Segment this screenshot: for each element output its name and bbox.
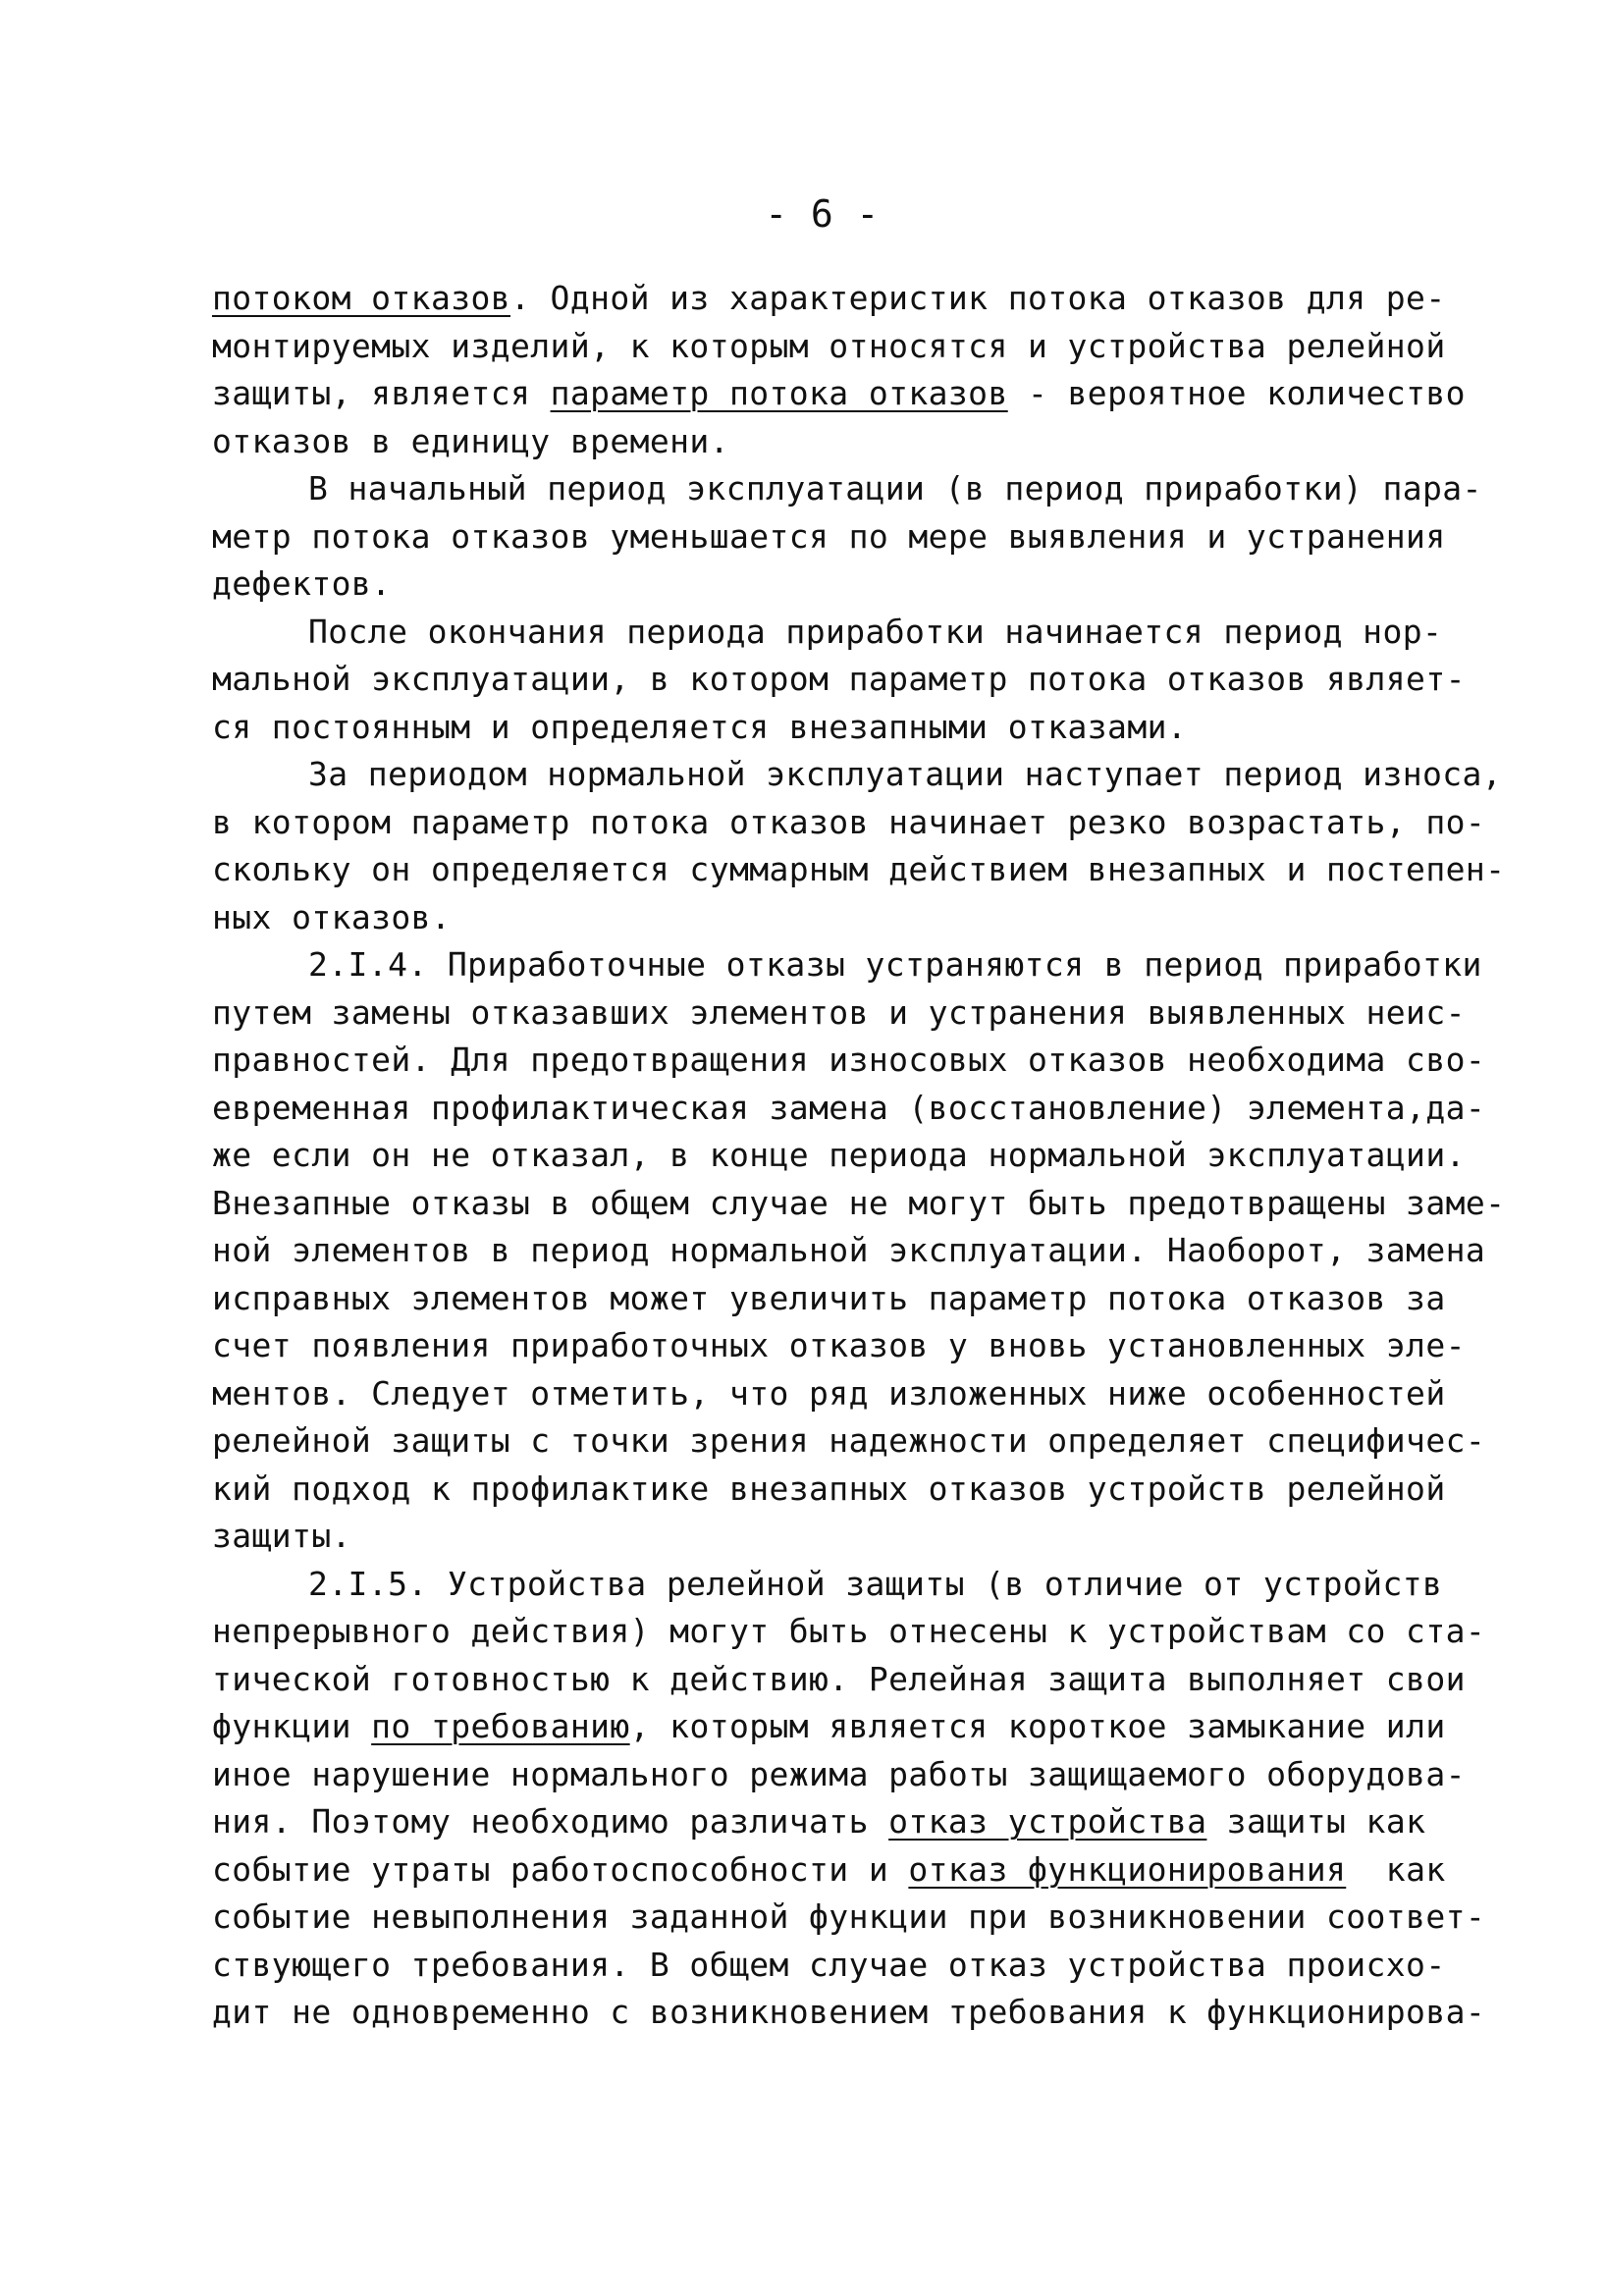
body-text bbox=[212, 275, 1506, 2037]
text-line bbox=[212, 1275, 1488, 1323]
text-segment: защиты. bbox=[212, 1517, 351, 1555]
text-line bbox=[212, 1989, 1488, 2037]
text-segment: ной элементов в период нормальной эксплуатации. Наоборот, замена bbox=[212, 1231, 1486, 1269]
text-line bbox=[212, 1370, 1488, 1418]
text-line bbox=[212, 704, 1488, 752]
text-line bbox=[212, 465, 1488, 513]
text-segment: защиты, является bbox=[212, 374, 551, 412]
text-segment: событие невыполнения заданной функции при возникновении соответ- bbox=[212, 1897, 1486, 1936]
text-line bbox=[212, 1561, 1488, 1609]
page-number: - 6 - bbox=[765, 192, 880, 236]
text-segment: . Одной из характеристик потока отказов для ре- bbox=[510, 279, 1446, 317]
text-segment: ствующего требования. В общем случае отказ устройства происхо- bbox=[212, 1945, 1446, 1984]
text-segment: За периодом нормальной эксплуатации наступает период износа, bbox=[308, 755, 1503, 793]
text-segment: защиты как bbox=[1206, 1802, 1426, 1841]
text-segment: правностей. Для предотвращения износовых отказов необходима сво- bbox=[212, 1041, 1486, 1079]
text-segment: событие утраты работоспособности и bbox=[212, 1849, 909, 1889]
underlined-term: параметр потока отказов bbox=[550, 374, 1008, 412]
text-segment: евременная профилактическая замена (восстановление) элемента,да- bbox=[212, 1088, 1486, 1127]
text-line bbox=[212, 1180, 1506, 1228]
text-segment: непрерывного действия) могут быть отнесены к устройствам со ста- bbox=[212, 1612, 1486, 1650]
text-segment: как bbox=[1346, 1849, 1446, 1889]
text-segment: исправных элементов может увеличить параметр потока отказов за bbox=[212, 1278, 1446, 1317]
underlined-term: потоком отказов bbox=[212, 279, 511, 317]
text-line bbox=[212, 1846, 1488, 1895]
text-segment: путем замены отказавших элементов и устранения выявленных неис- bbox=[212, 992, 1466, 1032]
text-segment: релейной защиты с точки зрения надежности определяет специфичес- bbox=[212, 1421, 1486, 1460]
text-segment: же если он не отказал, в конце периода нормальной эксплуатации. bbox=[212, 1136, 1466, 1174]
text-segment: , которым является короткое замыкание или bbox=[629, 1707, 1446, 1745]
text-line bbox=[212, 751, 1503, 799]
text-segment: в котором параметр потока отказов начинает резко возрастать, по- bbox=[212, 802, 1486, 841]
text-line bbox=[212, 1085, 1488, 1133]
text-segment: 2.I.4. Приработочные отказы устраняются в период приработки bbox=[308, 945, 1482, 984]
text-segment: функции bbox=[212, 1707, 372, 1745]
underlined-term: отказ функционирования bbox=[908, 1849, 1347, 1889]
text-segment: Внезапные отказы в общем случае не могут быть предотвращены заме- bbox=[212, 1183, 1506, 1222]
text-segment: отказов в единицу времени. bbox=[212, 421, 729, 460]
text-line bbox=[212, 513, 1488, 561]
text-line bbox=[212, 1513, 1488, 1561]
text-line bbox=[212, 1656, 1488, 1704]
text-segment: монтируемых изделий, к которым относятся и устройства релейной bbox=[212, 326, 1446, 365]
text-line bbox=[212, 1322, 1488, 1370]
text-line bbox=[212, 1703, 1488, 1751]
text-line bbox=[212, 1942, 1488, 1990]
text-line bbox=[212, 1417, 1488, 1466]
paragraph-p2 bbox=[212, 465, 1488, 609]
text-line bbox=[212, 1132, 1488, 1180]
text-line bbox=[212, 275, 1488, 323]
underlined-term: отказ устройства bbox=[888, 1802, 1207, 1841]
paragraph-p1 bbox=[212, 275, 1488, 465]
text-line bbox=[212, 609, 1488, 657]
text-segment: метр потока отказов уменьшается по мере выявления и устранения bbox=[212, 516, 1446, 556]
text-segment: ся постоянным и определяется внезапными отказами. bbox=[212, 707, 1188, 746]
text-segment: дит не одновременно с возникновением требования к функционирова- bbox=[212, 1993, 1486, 2031]
text-segment: скольку он определяется суммарным действием внезапных и постепен- bbox=[212, 850, 1506, 888]
text-line bbox=[212, 370, 1488, 418]
paragraph-p3 bbox=[212, 609, 1488, 752]
text-segment: В начальный период эксплуатации (в период приработки) пара- bbox=[308, 469, 1482, 507]
text-line bbox=[212, 941, 1488, 989]
text-segment: дефектов. bbox=[212, 564, 392, 603]
text-line bbox=[212, 1751, 1488, 1799]
text-line bbox=[212, 989, 1488, 1038]
text-segment: - вероятное количество bbox=[1007, 374, 1466, 412]
paragraph-p4 bbox=[212, 751, 1506, 941]
text-line bbox=[212, 894, 1488, 942]
text-segment: кий подход к профилактике внезапных отказов устройств релейной bbox=[212, 1468, 1446, 1508]
paragraph-p6 bbox=[212, 1561, 1488, 2037]
text-line bbox=[212, 323, 1488, 371]
text-segment: ментов. Следует отметить, что ряд изложенных ниже особенностей bbox=[212, 1373, 1446, 1413]
text-line bbox=[212, 1608, 1488, 1656]
text-segment: После окончания периода приработки начинается период нор- bbox=[308, 612, 1443, 651]
paragraph-p5 bbox=[212, 941, 1506, 1561]
text-line bbox=[212, 418, 1488, 466]
underlined-term: по требованию bbox=[371, 1707, 630, 1745]
text-line bbox=[212, 656, 1488, 704]
text-segment: тической готовностью к действию. Релейная защита выполняет свои bbox=[212, 1659, 1466, 1698]
text-segment: мальной эксплуатации, в котором параметр потока отказов являет- bbox=[212, 660, 1466, 698]
text-line bbox=[212, 846, 1506, 894]
text-line bbox=[212, 1037, 1488, 1085]
text-line bbox=[212, 561, 1488, 609]
text-line bbox=[212, 1798, 1488, 1846]
text-segment: ных отказов. bbox=[212, 897, 452, 936]
text-segment: иное нарушение нормального режима работы защищаемого оборудова- bbox=[212, 1754, 1466, 1793]
text-line bbox=[212, 1894, 1488, 1942]
text-line bbox=[212, 1227, 1488, 1275]
text-segment: счет появления приработочных отказов у вновь установленных эле- bbox=[212, 1326, 1466, 1364]
text-line bbox=[212, 799, 1488, 847]
text-segment: ния. Поэтому необходимо различать bbox=[212, 1802, 889, 1841]
text-segment: 2.I.5. Устройства релейной защиты (в отличие от устройств bbox=[308, 1564, 1443, 1603]
text-line bbox=[212, 1466, 1488, 1514]
